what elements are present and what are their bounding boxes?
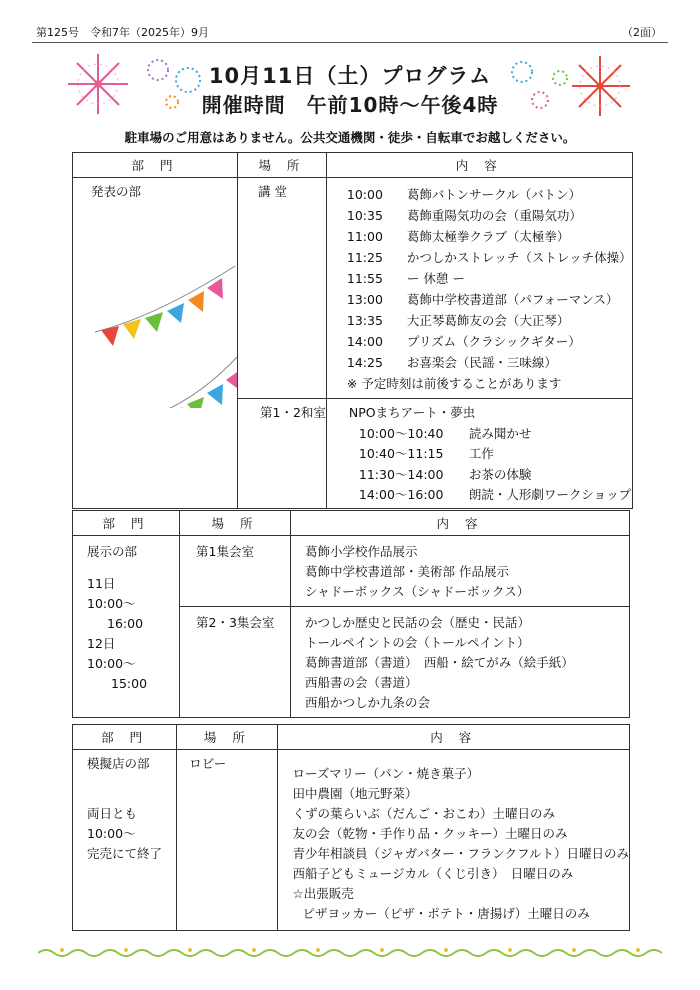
list-item: シャドーボックス（シャドーボックス） <box>305 584 530 599</box>
parking-notice: 駐車場のご用意はありません。公共交通機関・徒歩・自転車でお越しください。 <box>124 130 576 145</box>
schedule-row <box>347 310 632 331</box>
schedule-row <box>347 226 632 247</box>
place-meeting-room-23: 第2・3集会室 <box>196 615 275 630</box>
schedule-note: ※ 予定時刻は前後することがあります <box>346 376 562 391</box>
exhibit-list-1 <box>305 542 629 602</box>
day-12-end: 15:00 <box>111 676 148 691</box>
content-cell <box>278 750 630 931</box>
schedule-event: 葛飾太極拳クラブ（太極拳） <box>406 229 570 244</box>
col-content: 内 容 <box>291 511 630 536</box>
schedule-time: 14:00～16:00 <box>358 487 444 502</box>
list-item: 友の会（乾物・手作り品・クッキー）土曜日のみ <box>292 826 568 841</box>
auditorium-schedule <box>347 184 632 373</box>
stall-start: 10:00～ <box>87 826 136 841</box>
place-cell <box>180 607 291 718</box>
schedule-row <box>347 268 632 289</box>
schedule-row <box>347 184 632 205</box>
page-number: （2面） <box>622 26 662 39</box>
place-cell <box>238 399 327 509</box>
org-name: NPOまちアート・夢虫 <box>348 405 476 420</box>
bunting-flags-icon <box>87 228 237 408</box>
list-item: 葛飾中学校書道部・美術部 作品展示 <box>305 564 509 579</box>
schedule-event: ー 休憩 ー <box>406 271 465 286</box>
list-item: ☆出張販売 <box>292 886 354 901</box>
schedule-event: かつしかストレッチ（ストレッチ体操） <box>406 250 632 265</box>
schedule-time: 10:40～11:15 <box>358 446 444 461</box>
schedule-time: 11:00 <box>346 229 383 244</box>
schedule-time: 10:00 <box>346 187 383 202</box>
table-row <box>73 750 630 931</box>
schedule-row <box>347 331 632 352</box>
schedule-time: 11:25 <box>346 250 383 265</box>
schedule-row <box>347 289 632 310</box>
dept-cell <box>73 536 180 718</box>
schedule-event: お喜楽会（民謡・三味線） <box>406 355 557 370</box>
list-item: 田中農園（地元野菜） <box>292 786 418 801</box>
col-place: 場 所 <box>180 511 291 536</box>
day-11-start: 10:00～ <box>87 596 136 611</box>
page-header <box>32 24 668 43</box>
schedule-event: 工作 <box>468 446 494 461</box>
col-content: 内 容 <box>278 725 630 750</box>
place-japanese-room: 第1・2和室 <box>260 405 326 420</box>
schedule-row <box>359 465 632 486</box>
schedule-time: 13:00 <box>346 292 383 307</box>
stall-table <box>72 724 630 931</box>
event-hours: 開催時間 午前10時～午後4時 <box>201 93 499 117</box>
vine-border-icon <box>38 946 662 960</box>
schedule-event: 葛飾重陽気功の会（重陽気功） <box>406 208 582 223</box>
col-dept: 部 門 <box>73 153 238 178</box>
day-12: 12日 <box>87 636 116 651</box>
place-auditorium: 講 堂 <box>258 184 287 199</box>
day-11-end: 16:00 <box>107 616 144 631</box>
schedule-row <box>347 247 632 268</box>
table-row <box>73 178 633 399</box>
stall-end: 完売にて終了 <box>87 846 163 861</box>
col-place: 場 所 <box>238 153 327 178</box>
schedule-event: 葛飾バトンサークル（バトン） <box>406 187 582 202</box>
list-item: 西船子どもミュージカル（くじ引き） 日曜日のみ <box>292 866 574 881</box>
schedule-time: 11:30～14:00 <box>358 466 444 482</box>
schedule-time: 14:00 <box>346 334 383 349</box>
place-cell <box>177 750 278 931</box>
schedule-event: 葛飾中学校書道部（パフォーマンス） <box>406 292 619 307</box>
list-item: トールペイントの会（トールペイント） <box>305 635 530 650</box>
schedule-event: お茶の体験 <box>468 466 532 482</box>
header-row <box>73 725 630 750</box>
both-days: 両日とも <box>87 806 138 821</box>
list-item: くずの葉らいぶ（だんご・おこわ）土曜日のみ <box>292 806 555 821</box>
list-item: 青少年相談員（ジャガバター・フランクフルト）日曜日のみ <box>292 846 629 861</box>
list-item: 葛飾小学校作品展示 <box>305 544 418 559</box>
dept-cell <box>73 750 177 931</box>
schedule-event: 大正琴葛飾友の会（大正琴） <box>406 313 570 328</box>
list-item: 西船かつしか九条の会 <box>305 695 431 710</box>
event-title: 10月11日（土）プログラム <box>208 64 492 88</box>
schedule-event: 朗読・人形劇ワークショップ <box>468 487 632 502</box>
workshop-schedule <box>349 424 632 506</box>
schedule-row <box>347 205 632 226</box>
list-item: 西船書の会（書道） <box>305 675 418 690</box>
list-item: かつしか歴史と民話の会（歴史・民話） <box>305 615 531 630</box>
place-meeting-room-1: 第1集会室 <box>196 544 254 559</box>
schedule-row <box>359 424 632 445</box>
dept-label: 展示の部 <box>87 544 138 559</box>
schedule-time: 10:35 <box>346 208 383 223</box>
schedule-row <box>359 485 632 506</box>
day-11: 11日 <box>87 576 116 591</box>
header-row <box>73 153 633 178</box>
performance-table <box>72 152 633 509</box>
schedule-row <box>359 444 632 465</box>
content-cell <box>326 178 632 399</box>
schedule-event: プリズム（クラシックギター） <box>406 334 581 349</box>
col-dept: 部 門 <box>73 725 177 750</box>
col-dept: 部 門 <box>73 511 180 536</box>
col-content: 内 容 <box>326 153 632 178</box>
exhibit-list-2 <box>305 613 629 713</box>
issue-info: 第125号 令和7年（2025年）9月 <box>36 26 209 39</box>
content-cell <box>326 399 632 509</box>
list-item: ローズマリー（パン・焼き菓子） <box>292 766 480 781</box>
content-cell <box>291 536 630 607</box>
dept-label: 模擬店の部 <box>87 756 150 771</box>
place-lobby: ロビー <box>189 756 227 771</box>
table-row <box>73 536 630 607</box>
dept-cell <box>73 178 238 509</box>
schedule-time: 11:55 <box>346 271 383 286</box>
place-cell <box>180 536 291 607</box>
day-12-start: 10:00～ <box>87 656 136 671</box>
list-item: 葛飾書道部（書道） 西船・絵てがみ（絵手紙） <box>305 655 574 670</box>
place-cell <box>238 178 327 399</box>
col-place: 場 所 <box>177 725 278 750</box>
dept-label: 発表の部 <box>91 184 142 199</box>
pizza-stall: ピザヨッカー（ピザ・ポテト・唐揚げ）土曜日のみ <box>302 906 590 921</box>
schedule-event: 読み聞かせ <box>468 425 532 441</box>
schedule-time: 13:35 <box>346 313 383 328</box>
exhibition-table <box>72 510 630 718</box>
header-row <box>73 511 630 536</box>
stall-list <box>292 764 629 904</box>
schedule-time: 14:25 <box>346 355 383 370</box>
content-cell <box>291 607 630 718</box>
schedule-row <box>347 352 632 373</box>
schedule-time: 10:00～10:40 <box>358 425 444 441</box>
